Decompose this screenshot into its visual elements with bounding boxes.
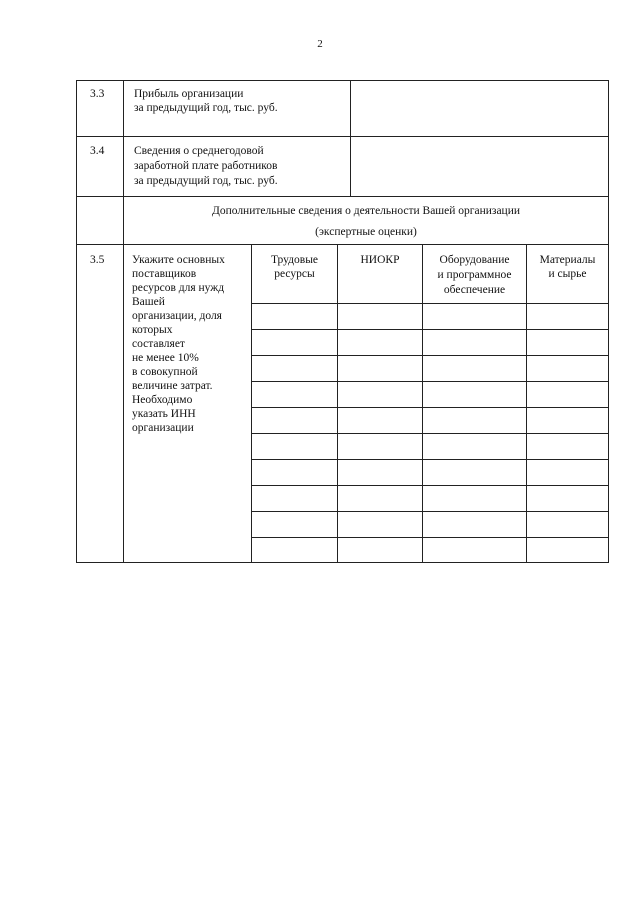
column-header-equipment: и программное (437, 269, 512, 281)
row-label-line: организации, доля (132, 310, 222, 322)
grid-column-divider (526, 244, 527, 563)
table-border-right (608, 80, 609, 563)
value-column-divider (350, 80, 351, 197)
grid-line (251, 355, 609, 356)
row-label-line: величине затрат. (132, 380, 213, 392)
column-header-equipment: обеспечение (443, 284, 506, 296)
row-label-line: Вашей (132, 296, 165, 308)
row-label-line: не менее 10% (132, 352, 199, 364)
grid-column-divider (251, 244, 252, 563)
profit-value-cell[interactable] (352, 82, 607, 135)
row-label-line: заработной плате работников (134, 160, 278, 172)
number-column-divider (123, 80, 124, 563)
row-number: 3.5 (90, 254, 105, 266)
section-title: Дополнительные сведения о деятельности Вашей организации (211, 205, 521, 217)
table-row-divider (76, 196, 609, 197)
row-number: 3.4 (90, 145, 105, 157)
row-label-line: за предыдущий год, тыс. руб. (134, 102, 278, 114)
grid-line (251, 511, 609, 512)
grid-line (251, 303, 609, 304)
row-label-line: Сведения о среднегодовой (134, 145, 264, 157)
grid-line (251, 381, 609, 382)
grid-line (251, 433, 609, 434)
row-label-line: за предыдущий год, тыс. руб. (134, 175, 278, 187)
grid-column-divider (337, 244, 338, 563)
row-label-line: поставщиков (132, 268, 197, 280)
section-subtitle: (экспертные оценки) (315, 226, 417, 238)
table-border-bottom (76, 562, 609, 563)
row-label-line: Укажите основных (132, 254, 225, 266)
salary-value-cell[interactable] (352, 138, 607, 195)
column-header-equipment: Оборудование (439, 254, 510, 266)
table-row-divider (76, 244, 609, 245)
row-label-line: ресурсов для нужд (132, 282, 225, 294)
row-label-line: составляет (132, 338, 185, 350)
row-label-line: указать ИНН (132, 408, 196, 420)
grid-line (251, 329, 609, 330)
row-label-line: Прибыль организации (134, 88, 244, 100)
table-row-divider (76, 136, 609, 137)
row-label-line: в совокупной (132, 366, 198, 378)
table-border-top (76, 80, 609, 81)
row-label-line: Необходимо (132, 394, 193, 406)
table-border-left (76, 80, 77, 563)
row-number: 3.3 (90, 88, 105, 100)
grid-line (251, 485, 609, 486)
column-header-labor: Трудовые (270, 254, 319, 266)
grid-line (251, 407, 609, 408)
column-header-materials: и сырье (548, 268, 587, 280)
page-number: 2 (317, 38, 323, 50)
grid-line (251, 537, 609, 538)
column-header-labor: ресурсы (274, 268, 315, 280)
row-label-line: которых (132, 324, 173, 336)
column-header-rnd: НИОКР (360, 254, 400, 266)
grid-line (251, 459, 609, 460)
column-header-materials: Материалы (539, 254, 596, 266)
row-label-line: организации (132, 422, 194, 434)
